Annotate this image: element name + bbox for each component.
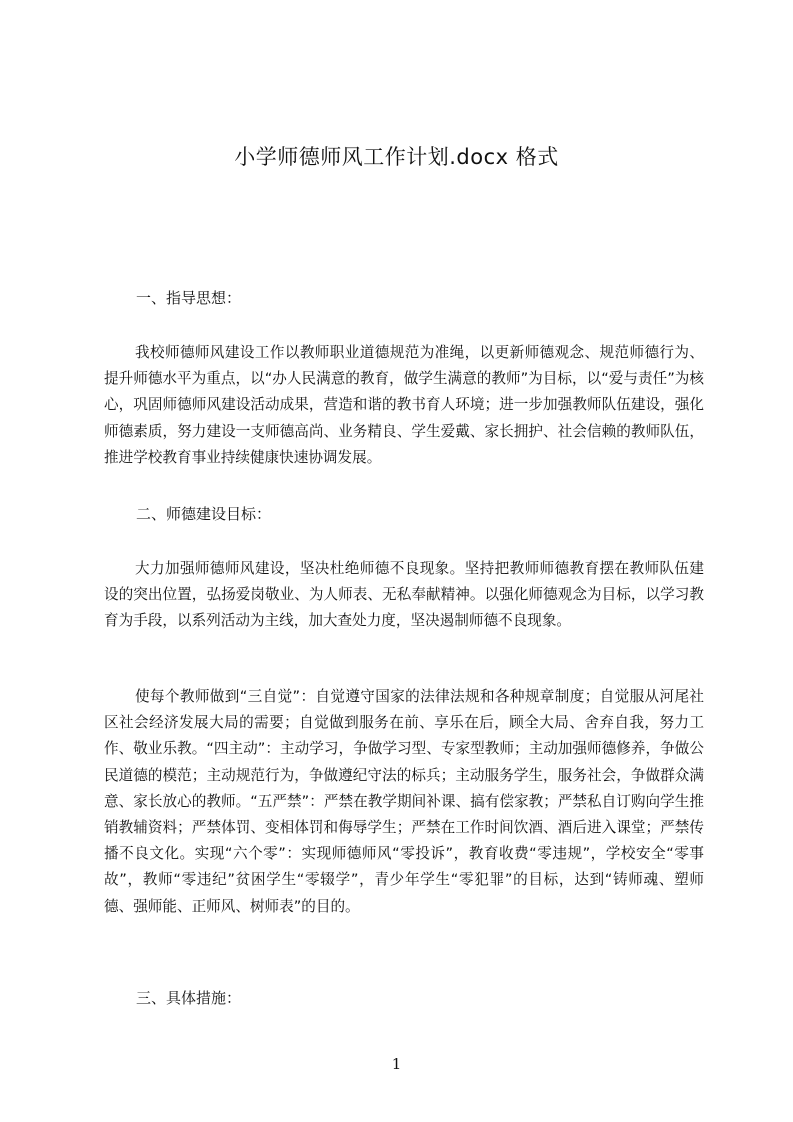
page-title: 小学师德师风工作计划.docx 格式 [234,145,559,169]
paragraph-ethics-goals-2: 使每个教师做到“三自觉”：自觉遵守国家的法律法规和各种规章制度；自觉服从河尾社区社会经济发展大局的需要；自觉做到服务在前、享乐在后，顾全大局、舍弃自我，努力工作、敬业乐教。“四主动”：主动学习，争做学习型、专家型教师；主动加强师德修养，争做公民道德的模范；主动规范行为，争做遵纪守法的标兵；主动服务学生，服务社会，争做群众满意、家长放心的教师。“五严禁”：严禁在教学期间补课、搞有偿家教；严禁私自订购向学生推销教辅资料；严禁体罚、变相体罚和侮辱学生；严禁在工作时间饮酒、酒后进入课堂；严禁传播不良文化。实现“六个零”：实现师德师风“零投诉”，教育收费“零违规”，学校安全“零事故”，教师“零违纪”贫困学生“零辍学”，青少年学生“零犯罪”的目标，达到“铸师魂、塑师德、强师能、正师风、树师表”的目的。 [104,688,704,915]
section-heading-specific-measures: 三、具体措施： [136,989,242,1007]
section-heading-guiding-thought: 一、指导思想： [136,289,242,307]
section-heading-ethics-goals: 二、师德建设目标： [136,505,272,523]
paragraph-ethics-goals-1: 大力加强师德师风建设，坚决杜绝师德不良现象。坚持把教师师德教育摆在教师队伍建设的突出位置，弘扬爱岗敬业、为人师表、无私奉献精神。以强化师德观念为目标，以学习教育为手段，以系列活动为主线，加大查处力度，坚决遏制师德不良现象。 [104,560,704,630]
page-number: 1 [391,1055,402,1073]
paragraph-guiding-thought: 我校师德师风建设工作以教师职业道德规范为准绳，以更新师德观念、规范师德行为、提升师德水平为重点，以“办人民满意的教育，做学生满意的教师”为目标，以“爱与责任”为核心，巩固师德师风建设活动成果，营造和谐的教书育人环境；进一步加强教师队伍建设，强化师德素质，努力建设一支师德高尚、业务精良、学生爱戴、家长拥护、社会信赖的教师队伍，推进学校教育事业持续健康快速协调发展。 [104,344,704,466]
